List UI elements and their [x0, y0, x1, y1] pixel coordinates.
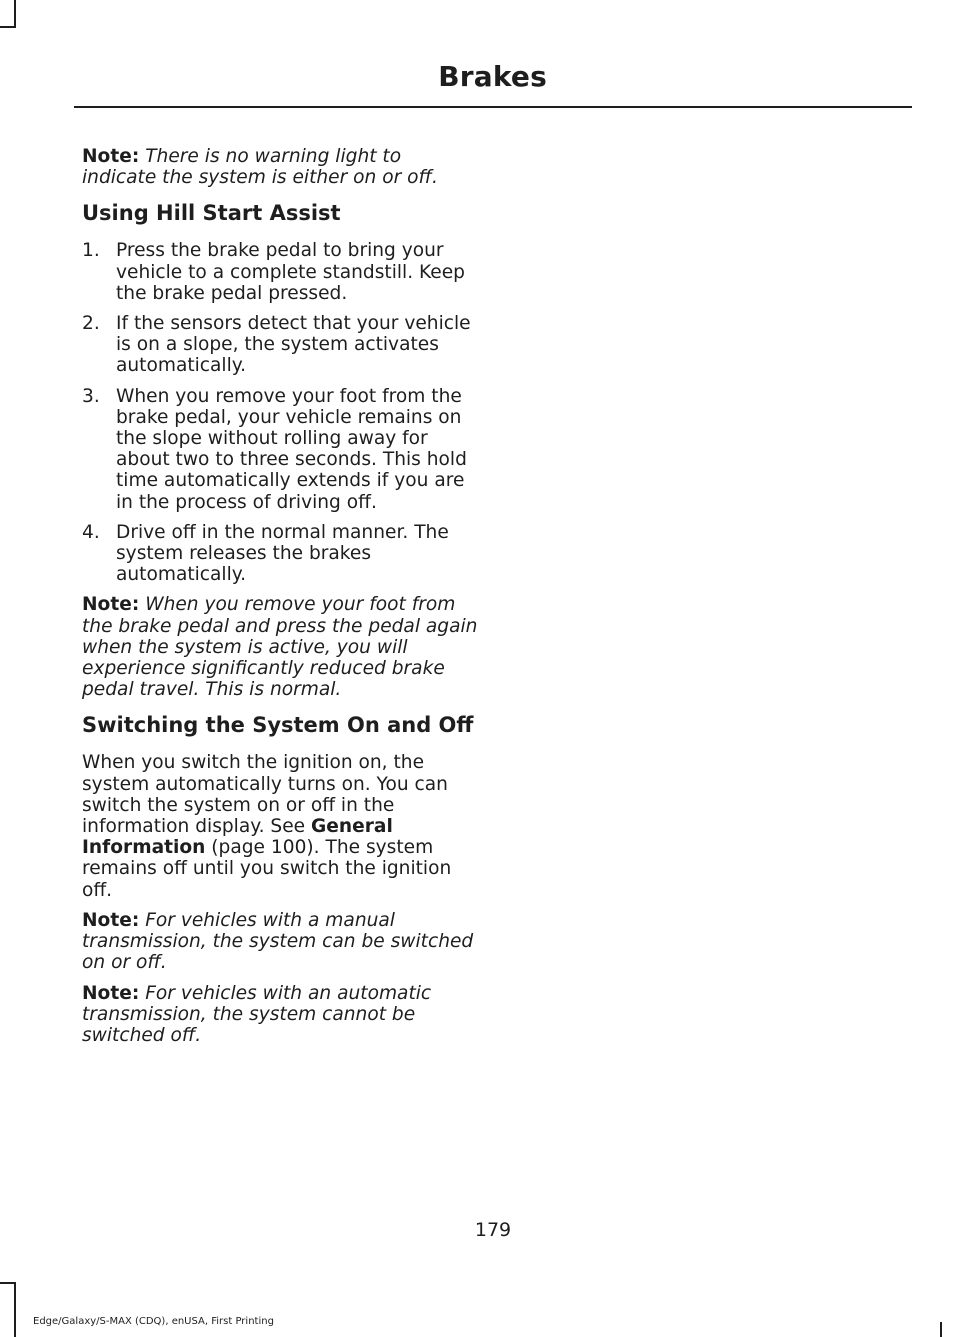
list-item: [82, 522, 478, 586]
steps-list: [82, 240, 478, 585]
note-label: Note:: [82, 982, 140, 1004]
note-manual-transmission: [82, 910, 478, 974]
crop-mark-bottom-right: [940, 1322, 942, 1337]
cross-reference-link[interactable]: General Information: [82, 816, 393, 859]
paragraph-switching: [82, 752, 478, 900]
note-label: Note:: [82, 146, 140, 167]
page-number: 179: [474, 1219, 512, 1241]
list-item: [82, 313, 478, 377]
step-text: When you remove your foot from the brake pedal, your vehicle remains on the slope without rolling away for about two to three seconds. This hold time automatically extends if you are in the process of driving off.: [116, 385, 467, 513]
list-item: [82, 386, 478, 513]
step-text: Drive off in the normal manner. The system releases the brakes automatically.: [116, 521, 449, 586]
section-heading-using-hill-start-assist: Using Hill Start Assist: [82, 201, 341, 226]
page-title: Brakes: [438, 60, 547, 93]
note-text: For vehicles with an automatic transmission, the system cannot be switched off.: [82, 982, 432, 1046]
step-number: 2.: [82, 313, 100, 335]
step-text: Press the brake pedal to bring your vehicle to a complete standstill. Keep the brake pedal pressed.: [116, 240, 465, 304]
step-number: 3.: [82, 385, 100, 407]
crop-mark-top-left: [14, 0, 16, 28]
note-text: When you remove your foot from the brake pedal and press the pedal again when the system is active, you will experience significantly reduced brake pedal travel. This is normal.: [82, 594, 478, 701]
note-pedal-travel: [82, 594, 478, 700]
step-text: If the sensors detect that your vehicle is on a slope, the system activates automatically.: [116, 313, 471, 377]
note-automatic-transmission: [82, 983, 478, 1047]
note-text: For vehicles with a manual transmission, the system can be switched on or off.: [82, 909, 474, 974]
crop-mark-top-left: [0, 26, 14, 28]
step-number: 1.: [82, 240, 100, 262]
main-column: [82, 146, 478, 1055]
paragraph-text: The system remains off until you switch the ignition off.: [82, 837, 452, 901]
crop-mark-bottom-left: [14, 1282, 16, 1337]
header-divider: [74, 106, 912, 108]
paragraph-text: When you switch the ignition on, the system automatically turns on. You can switch the system on or off in the information display. See: [82, 752, 448, 838]
note-visibility: [82, 146, 478, 188]
note-label: Note:: [82, 909, 140, 931]
page-reference: (page 100).: [205, 837, 320, 859]
section-heading-switching-system: Switching the System On and Off: [82, 713, 474, 738]
step-number: 4.: [82, 521, 100, 543]
list-item: [82, 240, 478, 304]
footer-edition: Edge/Galaxy/S-MAX (CDQ), enUSA, First Printing: [33, 1316, 274, 1327]
note-text: There is no warning light to indicate the system is either on or off.: [82, 146, 438, 189]
note-label: Note:: [82, 594, 140, 616]
